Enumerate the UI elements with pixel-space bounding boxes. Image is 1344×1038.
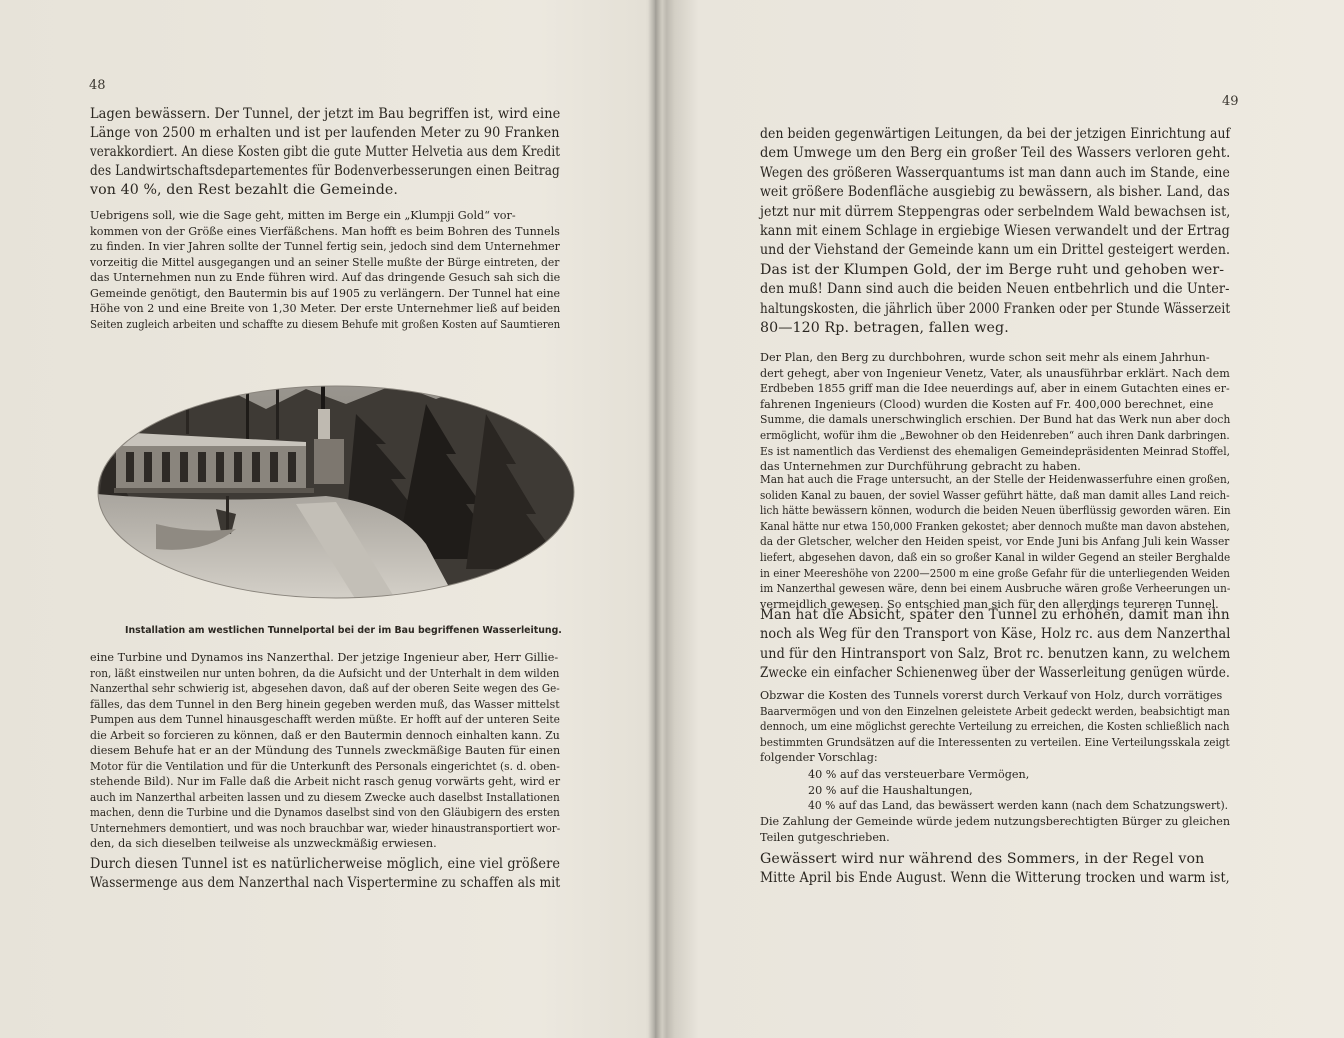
left-lower-paragraph: [90, 650, 560, 852]
text-line: das Unternehmen zur Durchführung gebracht zu haben.: [760, 460, 1081, 474]
right-small-paragraph-2: [760, 472, 1230, 612]
text-line: jetzt nur mit dürrem Steppengras oder serbelndem Wald bewachsen ist,: [760, 203, 1231, 220]
text-line: da der Gletscher, welcher den Heiden speist, vor Ende Juni bis Anfang Juli kein Wasser: [760, 535, 1230, 549]
photo-caption: Installation am westlichen Tunnelportal bei der im Bau begriffenen Wasserleitung.: [125, 625, 562, 636]
text-line: eine Turbine und Dynamos ins Nanzerthal. Der jetzige Ingenieur aber, Herr Gillie-: [90, 651, 559, 664]
text-line: Erdbeben 1855 griff man die Idee neuerdings auf, aber in einem Gutachten eines er-: [760, 382, 1230, 396]
text-line: dennoch, um eine möglichst gerechte Verteilung zu erreichen, die Kosten schließlich nach: [760, 720, 1230, 734]
text-line: vermeidlich gewesen. So entschied man sich für den allerdings teureren Tunnel.: [760, 597, 1219, 611]
text-line: des Landwirtschaftsdepartementes für Bodenverbesserungen einen Beitrag: [90, 163, 560, 180]
text-line: stehende Bild). Nur im Falle daß die Arbeit nicht rasch genug vorwärts geht, wird er: [90, 775, 561, 788]
text-line: auch im Nanzerthal arbeiten lassen und zu diesem Zwecke auch daselbst Installationen: [90, 790, 560, 804]
text-line: fahrenen Ingenieurs (Clood) wurden die Kosten auf Fr. 400,000 berechnet, eine: [760, 397, 1214, 411]
text-line: Lagen bewässern. Der Tunnel, der jetzt im Bau begriffen ist, wird eine: [90, 106, 561, 122]
text-line: fälles, das dem Tunnel in den Berg hinein gegeben werden muß, das Wasser mittelst: [90, 697, 560, 711]
text-line: Es ist namentlich das Verdienst des ehemaligen Gemeindepräsidenten Meinrad Stoffel,: [760, 444, 1230, 458]
text-line: Obzwar die Kosten des Tunnels vorerst durch Verkauf von Holz, durch vorrätiges: [760, 689, 1223, 702]
text-line: Die Zahlung der Gemeinde würde jedem nutzungsberechtigten Bürger zu gleichen: [760, 815, 1231, 828]
text-line: Gewässert wird nur während des Sommers, in der Regel von: [760, 851, 1205, 867]
right-top-paragraph: [760, 125, 1230, 338]
text-line: Uebrigens soll, wie die Sage geht, mitten im Berge ein „Klumpji Gold“ vor-: [90, 209, 516, 222]
text-line: vorzeitig die Mittel ausgegangen und an seiner Stelle mußte der Bürge eintreten, der: [90, 255, 560, 269]
text-line: verakkordiert. An diese Kosten gibt die gute Mutter Helvetia aus dem Kredit: [90, 144, 561, 161]
right-bottom-paragraph: [760, 850, 1230, 889]
text-line: Mitte April bis Ende August. Wenn die Witterung trocken und warm ist,: [760, 870, 1230, 887]
text-line: dert gehegt, aber von Ingenieur Venetz, Vater, als unausführbar erklärt. Nach dem: [760, 366, 1230, 380]
text-line: lich hätte bewässern können, wodurch die beiden Neuen überflüssig geworden wären. Ein: [760, 504, 1231, 518]
text-line: Summe, die damals unerschwinglich erschien. Der Bund hat das Werk nun aber doch: [760, 413, 1231, 427]
text-line: Höhe von 2 und eine Breite von 1,30 Meter. Der erste Unternehmer ließ auf beiden: [90, 302, 561, 315]
text-line: zu finden. In vier Jahren sollte der Tunnel fertig sein, jedoch sind dem Unternehmer: [90, 240, 560, 253]
text-line: von 40 %, den Rest bezahlt die Gemeinde.: [90, 182, 399, 199]
page-number: 49: [1222, 94, 1239, 109]
distribution-scale-list: [808, 767, 1228, 814]
right-page: [662, 0, 1344, 1038]
text-line: machen, denn die Turbine und die Dynamos daselbst sind von den Gläubigern des ersten: [90, 806, 560, 819]
text-line: Kanal hätte nur etwa 150,000 Franken gekostet; aber dennoch mußte man davon abstehen,: [760, 519, 1230, 533]
text-line: ron, läßt einstweilen nur unten bohren, da die Aufsicht und der Unterhalt in dem wilden: [90, 666, 560, 680]
text-line: haltungskosten, die jährlich über 2000 Franken oder per Stunde Wässerzeit: [760, 300, 1231, 317]
text-line: Länge von 2500 m erhalten und ist per laufenden Meter zu 90 Franken: [90, 125, 560, 142]
text-line: den, da sich dieselben teilweise als unzweckmäßig erwiesen.: [90, 837, 437, 850]
text-line: den muß! Dann sind auch die beiden Neuen entbehrlich und die Unter-: [760, 281, 1230, 298]
left-page: [0, 0, 648, 1038]
text-line: dem Umwege um den Berg ein großer Teil des Wassers verloren geht.: [760, 145, 1231, 162]
text-line: kann mit einem Schlage in ergiebige Wiesen verwandelt und der Ertrag: [760, 223, 1230, 240]
text-line: folgender Vorschlag:: [760, 751, 878, 765]
text-line: und für den Hintransport von Salz, Brot rc. benutzen kann, zu welchem: [760, 645, 1231, 662]
scale-item: 40 % auf das versteuerbare Vermögen,: [808, 768, 1030, 781]
right-small-paragraph-1: [760, 350, 1230, 475]
text-line: soliden Kanal zu bauen, der soviel Wasser geführt hätte, daß man damit alles Land reich-: [760, 488, 1230, 502]
text-line: Seiten zugleich arbeiten und schaffte zu diesem Behufe mit großen Kosten auf Saumtieren: [90, 317, 561, 331]
text-line: Zwecke ein einfacher Schienenweg über der Wasserleitung genügen würde.: [760, 665, 1230, 682]
text-line: das Unternehmen nun zu Ende führen wird. Auf das dringende Gesuch sah sich die: [90, 271, 561, 284]
text-line: liefert, abgesehen davon, daß ein so großer Kanal in wilder Gegend an steiler Berghalde: [760, 550, 1231, 564]
text-line: Teilen gutgeschrieben.: [760, 830, 890, 844]
text-line: Motor für die Ventilation und für die Unterkunft des Personals eingerichtet (s. d. oben-: [90, 759, 560, 773]
left-small-paragraph: [90, 208, 560, 332]
text-line: Gemeinde genötigt, den Bautermin bis auf 1905 zu verlängern. Der Tunnel hat eine: [90, 286, 561, 300]
text-line: 80—120 Rp. betragen, fallen weg.: [760, 320, 1009, 337]
text-line: Das ist der Klumpen Gold, der im Berge ruht und gehoben wer-: [760, 261, 1225, 278]
text-line: Nanzerthal sehr schwierig ist, abgesehen davon, daß auf der oberen Seite wegen des Ge-: [90, 682, 560, 695]
text-line: kommen von der Größe eines Vierfäßchens. Man hofft es beim Bohren des Tunnels: [90, 224, 560, 238]
text-line: und der Viehstand der Gemeinde kann um ein Drittel gesteigert werden.: [760, 242, 1231, 259]
text-line: ermöglicht, wofür ihm die „Bewohner ob den Heidenreben“ auch ihren Dank darbringen.: [760, 428, 1230, 442]
page-number: 48: [89, 78, 106, 93]
text-line: noch als Weg für den Transport von Käse, Holz rc. aus dem Nanzerthal: [760, 626, 1231, 643]
text-line: Pumpen aus dem Tunnel hinausgeschafft werden müßte. Er hofft auf der unteren Seite: [90, 713, 560, 726]
scale-item: 20 % auf die Haushaltungen,: [808, 783, 973, 797]
text-line: Durch diesen Tunnel ist es natürlicherweise möglich, eine viel größere: [90, 856, 561, 872]
right-mid-paragraph: [760, 606, 1230, 684]
text-line: die Arbeit so forcieren zu können, daß er den Bautermin dennoch einhalten kann. Zu: [90, 728, 560, 742]
scale-item: 40 % auf das Land, das bewässert werden kann (nach dem Schatzungswert).: [808, 799, 1229, 813]
text-line: bestimmten Grundsätzen auf die Interessenten zu verteilen. Eine Verteilungsskala zeigt: [760, 735, 1230, 749]
left-bottom-paragraph: [90, 855, 560, 893]
text-line: Unternehmers demontiert, und was noch brauchbar war, wieder hinaustransportiert wor-: [90, 821, 561, 835]
text-line: Wassermenge aus dem Nanzerthal nach Vispertermine zu schaffen als mit: [90, 875, 561, 892]
text-line: Man hat auch die Frage untersucht, an der Stelle der Heidenwasserfuhre einen großen,: [760, 473, 1231, 486]
book-gutter: [648, 0, 662, 1038]
text-line: Der Plan, den Berg zu durchbohren, wurde schon seit mehr als einem Jahrhun-: [760, 351, 1210, 364]
text-line: weit größere Bodenfläche ausgiebig zu bewässern, als bisher. Land, das: [760, 184, 1230, 201]
text-line: Wegen des größeren Wasserquantums ist man dann auch im Stande, eine: [760, 164, 1230, 181]
right-small-paragraph-4: [760, 814, 1230, 845]
text-line: Man hat die Absicht, später den Tunnel zu erhöhen, damit man ihn: [760, 607, 1230, 623]
right-small-paragraph-3: [760, 688, 1230, 766]
tunnel-portal-photo: [96, 384, 576, 600]
text-line: den beiden gegenwärtigen Leitungen, da bei der jetzigen Einrichtung auf: [760, 126, 1231, 142]
text-line: diesem Behufe hat er an der Mündung des Tunnels zweckmäßige Bauten für einen: [90, 744, 561, 757]
text-line: im Nanzerthal gewesen wäre, denn bei einem Ausbruche wären große Verheerungen un-: [760, 582, 1231, 596]
text-line: in einer Meereshöhe von 2200—2500 m eine große Gefahr für die unterliegenden Weiden: [760, 566, 1230, 580]
left-top-paragraph: [90, 105, 560, 200]
text-line: Baarvermögen und von den Einzelnen geleistete Arbeit gedeckt werden, beabsichtigt man: [760, 704, 1230, 718]
